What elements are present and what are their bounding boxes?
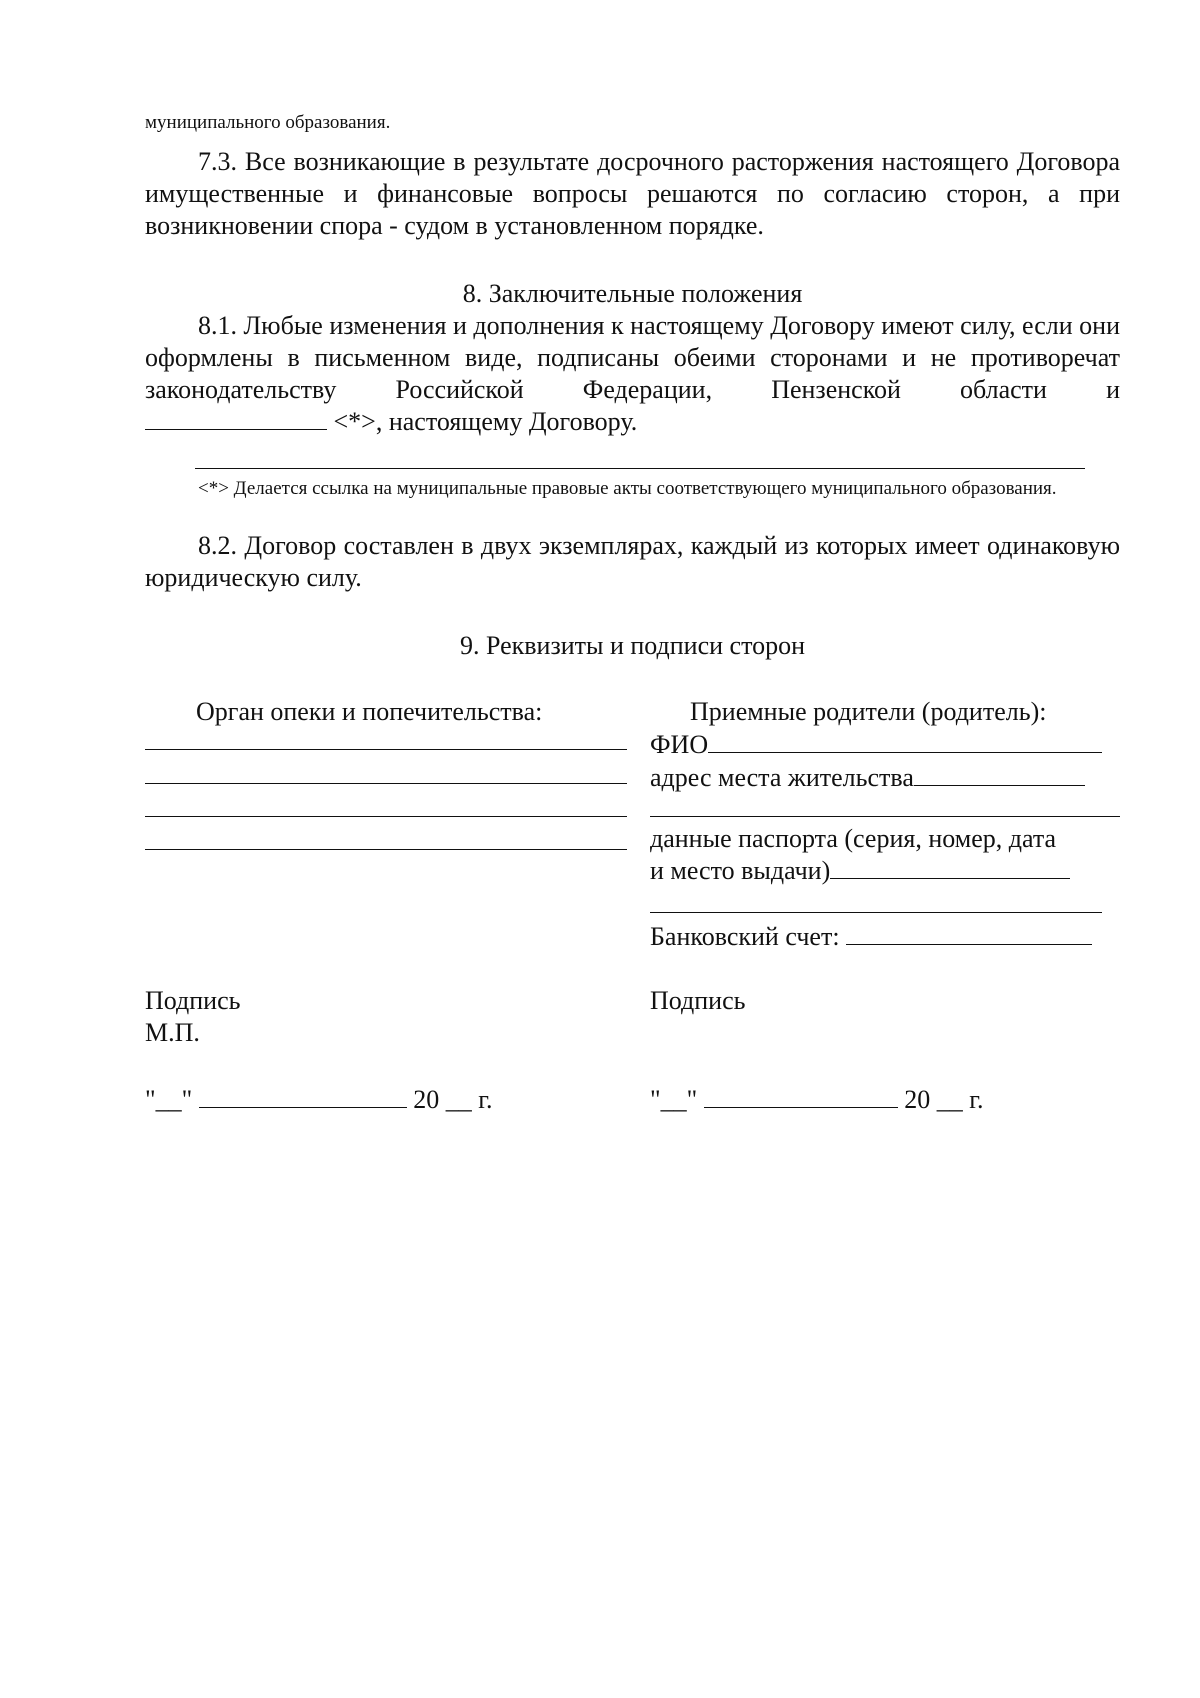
clause-8-1-end-text: <*>, настоящему Договору. <box>333 407 638 436</box>
stamp-label: М.П. <box>145 1018 200 1047</box>
address-row <box>650 762 1085 794</box>
bank-account-field[interactable] <box>846 922 1092 945</box>
address-field[interactable] <box>914 763 1085 786</box>
footnote-separator <box>195 468 1085 469</box>
fio-label: ФИО <box>650 730 709 759</box>
left-date-day[interactable]: "__" <box>145 1085 193 1114</box>
left-field-line-4[interactable] <box>145 849 627 850</box>
address-field-line-2[interactable] <box>650 816 1120 817</box>
passport-field-line-2[interactable] <box>650 912 1102 913</box>
left-date-row <box>145 1084 492 1116</box>
bank-row <box>650 921 1092 953</box>
left-signature-label: Подпись <box>145 986 241 1015</box>
clause-8-1: 8.1. Любые изменения и дополнения к настоящему Договору имеют силу, если они оформлены в письменном виде, подписаны обеими сторонами и не противоречат законодательству Российской Федерации, Пензенской области и <box>145 311 1120 404</box>
right-date-month-field[interactable] <box>704 1085 898 1108</box>
left-date-year: 20 __ г. <box>413 1085 493 1114</box>
fio-field[interactable] <box>708 730 1102 753</box>
left-field-line-2[interactable] <box>145 783 627 784</box>
passport-label-2: и место выдачи) <box>650 856 831 885</box>
bank-label: Банковский счет: <box>650 922 840 951</box>
address-label: адрес места жительства <box>650 763 914 792</box>
clause-8-1-end <box>145 406 637 438</box>
clause-7-3: 7.3. Все возникающие в результате досрочного расторжения настоящего Договора имущественные и финансовые вопросы решаются по согласию сторон, а при возникновении спора - судом в установленном порядке. <box>145 147 1120 240</box>
left-column-heading: Орган опеки и попечительства: <box>196 697 543 726</box>
left-field-line-3[interactable] <box>145 816 627 817</box>
right-date-row <box>650 1084 983 1116</box>
passport-row <box>650 855 1070 887</box>
section-8-title: 8. Заключительные положения <box>462 279 803 308</box>
right-signature-label: Подпись <box>650 986 746 1015</box>
municipal-act-blank[interactable] <box>145 407 327 430</box>
right-column-heading: Приемные родители (родитель): <box>690 697 1047 726</box>
fio-row <box>650 729 1102 761</box>
section-9-title: 9. Реквизиты и подписи сторон <box>459 631 806 660</box>
passport-label-1: данные паспорта (серия, номер, дата <box>650 824 1057 853</box>
clause-8-2: 8.2. Договор составлен в двух экземплярах, каждый из которых имеет одинаковую юридическую силу. <box>145 531 1120 592</box>
footnote: <*> Делается ссылка на муниципальные правовые акты соответствующего муниципального образования. <box>198 478 1057 499</box>
left-field-line-1[interactable] <box>145 749 627 750</box>
intro-tail: муниципального образования. <box>145 112 391 133</box>
passport-field[interactable] <box>830 856 1070 879</box>
right-date-year: 20 __ г. <box>904 1085 984 1114</box>
left-date-month-field[interactable] <box>199 1085 407 1108</box>
right-date-day[interactable]: "__" <box>650 1085 698 1114</box>
